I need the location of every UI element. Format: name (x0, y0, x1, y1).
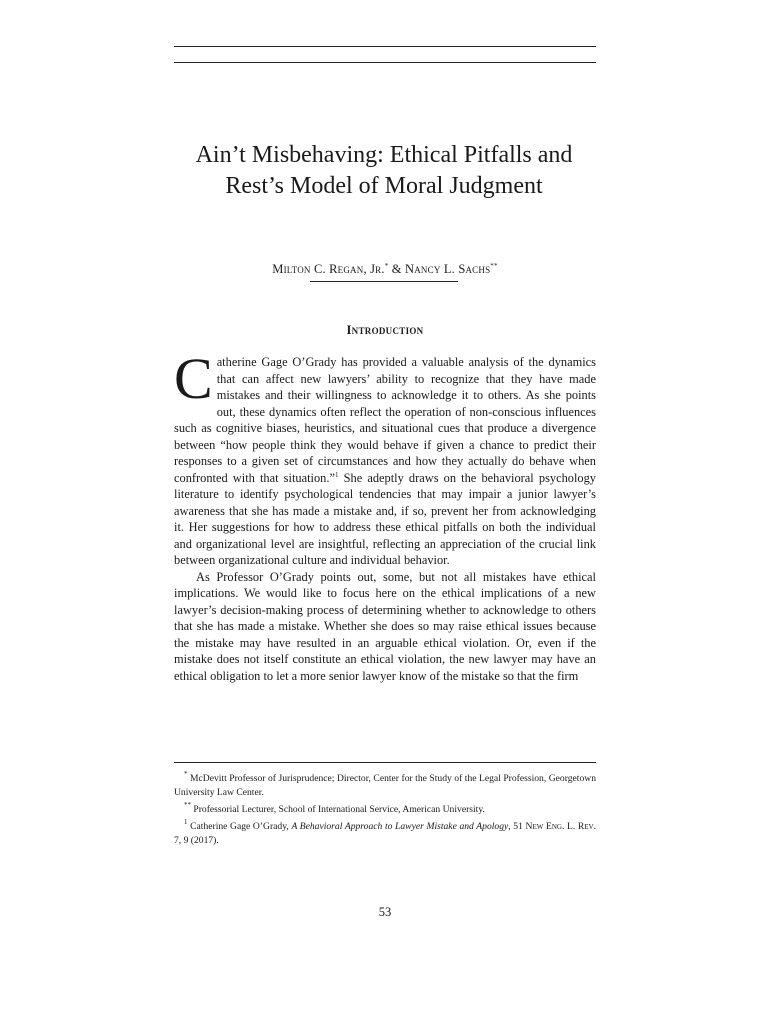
header-rule-bottom (174, 62, 596, 63)
footnote-1 (174, 772, 596, 800)
author-byline (174, 262, 596, 277)
paragraph-1-part-b: She adeptly draws on the behavioral psychology literature to identify psychological tendencies that may impair a junior lawyer’s awareness that she has made a mistake and, if so, prevent her from acknowledging it. Her suggestions for how to address these ethical pitfalls on both the individual and organizational level are insightful, reflecting an appreciation of the crucial link between organizational culture and individual behavior. (174, 470, 597, 567)
footnote-3-mark: 1 (184, 818, 188, 826)
author-underline (310, 281, 458, 282)
footnote-1-mark: * (184, 770, 188, 778)
author-2: Nancy L. Sachs (404, 262, 491, 276)
footnote-3-mid: , 51 (508, 821, 526, 832)
footnote-3-journal: New Eng. L. Rev. (525, 821, 597, 832)
footnote-2-text: Professorial Lecturer, School of International Service, American University. (191, 804, 485, 815)
footnote-ref-1: 1 (334, 470, 339, 479)
section-heading: Introduction (346, 323, 424, 337)
paragraph-1-part-a: atherine Gage O’Grady has provided a valuable analysis of the dynamics that can affect new lawyers’ ability to recognize that they have made mistakes and their willingness to acknowledge it to others. As she points out, these dynamics often reflect the operation of non-conscious influences such as cognitive biases, heuristics, and situational cues that produce a divergence between “how people think they would behave if given a chance to predict their responses to a given set of circumstances and how they actually do behave when confronted with that situation.” (174, 355, 596, 485)
author-joiner: & (388, 262, 405, 276)
article-title (120, 140, 648, 202)
author-2-footnote-mark: ** (490, 262, 498, 270)
footnote-rule (174, 762, 596, 763)
footnote-3-post: 7, 9 (2017). (174, 835, 219, 846)
footnote-3-pre: Catherine Gage O’Grady, (187, 821, 292, 832)
title-line-2: Rest’s Model of Moral Judgment (225, 173, 543, 199)
footnote-2 (174, 803, 596, 817)
drop-cap: C (174, 346, 213, 411)
footnotes (174, 772, 596, 851)
article-body (174, 346, 597, 684)
author-1: Milton C. Regan, Jr. (272, 262, 385, 276)
footnote-3 (174, 820, 596, 848)
header-rule-top (174, 46, 596, 47)
author-1-footnote-mark: * (384, 262, 389, 270)
footnote-1-text: McDevitt Professor of Jurisprudence; Director, Center for the Study of the Legal Profession, Georgetown University Law Center. (174, 773, 596, 798)
title-line-1: Ain’t Misbehaving: Ethical Pitfalls and (195, 142, 573, 168)
page-number: 53 (378, 905, 392, 919)
footnote-3-title: A Behavioral Approach to Lawyer Mistake and Apology (291, 821, 509, 832)
paragraph-2: As Professor O’Grady points out, some, but not all mistakes have ethical implications. We would like to focus here on the ethical implications of a new lawyer’s decision-making process of determining whether to acknowledge to others that she has made a mistake. Whether she does so may raise ethical issues because the mistake may have resulted in an arguable ethical violation. Or, even if the mistake does not itself constitute an ethical violation, the new lawyer may have an ethical obligation to let a more senior lawyer know of the mistake so that the firm (174, 569, 596, 683)
footnote-2-mark: ** (184, 801, 191, 809)
paragraph-1 (174, 346, 597, 569)
